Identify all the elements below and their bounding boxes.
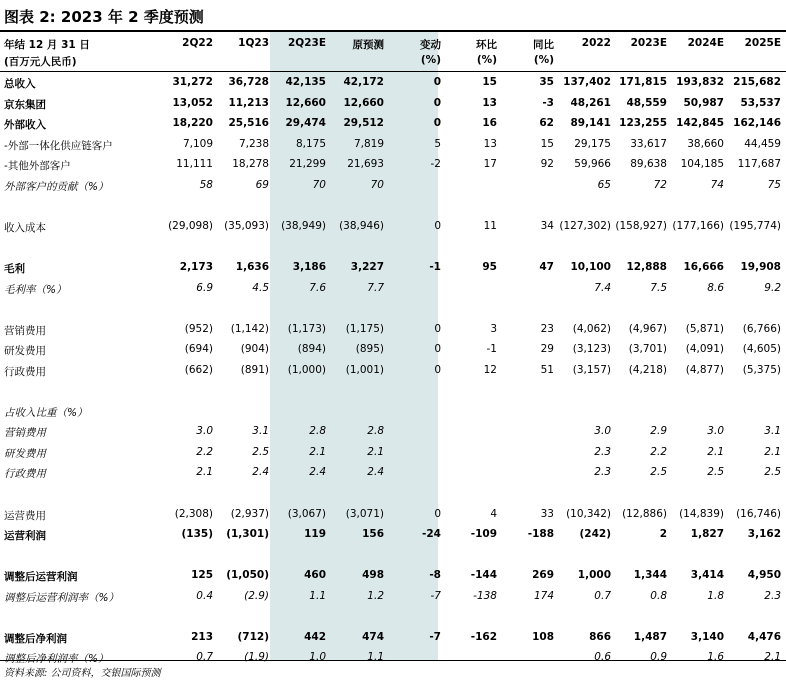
row-cell-9: 193,832	[676, 76, 724, 88]
row-cell-10: 4,950	[747, 569, 781, 582]
row-cell-7: (10,342)	[566, 507, 611, 520]
row-cell-1: 11,213	[228, 96, 269, 109]
row-cell-10: (4,605)	[742, 343, 781, 356]
row-cell-8: 12,888	[626, 260, 667, 273]
row-cell-9: 16,666	[683, 260, 724, 273]
row-cell-1: 7,238	[238, 137, 269, 150]
row-cell-0: 0.4	[196, 589, 213, 602]
row-cell-7: 3.0	[594, 425, 611, 438]
table-row	[0, 117, 786, 137]
row-cell-2: 8,175	[295, 137, 326, 150]
table-row	[0, 487, 786, 507]
row-cell-2: 12,660	[285, 96, 326, 109]
row-label: 调整后运营利润	[4, 571, 78, 584]
row-cell-10: 2.1	[764, 651, 781, 664]
table-row	[0, 466, 786, 486]
row-cell-6: 15	[540, 137, 554, 150]
row-cell-3: 29,512	[343, 117, 384, 130]
row-cell-9: (14,839)	[679, 507, 724, 520]
row-cell-4: 0	[434, 322, 441, 335]
row-cell-0: 7,109	[182, 137, 213, 150]
row-cell-8: 2	[659, 528, 667, 541]
row-cell-7: 65	[597, 178, 611, 191]
row-label: 调整后运营利润率（%）	[4, 591, 119, 604]
row-label: 行政费用	[4, 468, 46, 481]
row-cell-9: 1,827	[690, 528, 724, 541]
header-unit-5: (%)	[476, 54, 497, 66]
row-cell-10: 44,459	[744, 137, 781, 150]
row-label: 总收入	[4, 78, 36, 90]
row-cell-1: (1,142)	[230, 322, 269, 335]
row-cell-4: 0	[434, 343, 441, 356]
row-cell-8: (3,701)	[628, 343, 667, 356]
row-cell-9: 1.6	[707, 651, 724, 664]
row-cell-0: 2,173	[179, 260, 213, 273]
table-row	[0, 97, 786, 117]
row-label: 研发费用	[4, 447, 46, 460]
row-cell-10: 3.1	[764, 425, 781, 438]
table-row	[0, 508, 786, 528]
row-cell-9: 3,414	[690, 569, 724, 582]
table-row	[0, 158, 786, 178]
row-cell-10: (6,766)	[742, 322, 781, 335]
row-label: 行政费用	[4, 365, 46, 378]
row-cell-7: 2.3	[594, 445, 611, 458]
row-cell-3: (38,946)	[339, 219, 384, 232]
row-cell-1: (904)	[240, 343, 269, 356]
row-cell-1: 25,516	[228, 117, 269, 130]
header-col-5: 环比	[476, 39, 497, 51]
row-cell-10: (16,746)	[736, 507, 781, 520]
row-cell-6: 23	[540, 322, 554, 335]
row-cell-9: 2.5	[707, 466, 724, 479]
row-cell-6: -3	[542, 96, 554, 109]
row-cell-3: 12,660	[343, 96, 384, 109]
row-label: 毛利率（%）	[4, 283, 67, 296]
row-cell-2: 7.6	[309, 281, 326, 294]
row-cell-8: 48,559	[626, 96, 667, 109]
row-cell-6: -188	[527, 528, 554, 541]
row-cell-8: 2.5	[650, 466, 667, 479]
table-row	[0, 364, 786, 384]
row-cell-1: 36,728	[228, 76, 269, 88]
row-cell-1: 4.5	[252, 281, 269, 294]
row-cell-3: (1,175)	[345, 322, 384, 335]
row-label: -其他外部客户	[4, 160, 71, 173]
row-cell-2: (38,949)	[281, 219, 326, 232]
row-cell-1: (1.9)	[244, 651, 269, 664]
row-cell-3: 3,227	[350, 260, 384, 273]
row-cell-4: 0	[434, 363, 441, 376]
header-unit-4: (%)	[420, 54, 441, 66]
row-cell-3: 70	[370, 178, 384, 191]
row-cell-9: 3,140	[690, 630, 724, 643]
row-cell-9: 50,987	[683, 96, 724, 109]
row-cell-0: 31,272	[172, 76, 213, 88]
row-cell-10: 75	[767, 178, 781, 191]
row-cell-0: 2.1	[196, 466, 213, 479]
row-cell-9: (177,166)	[672, 219, 724, 232]
row-cell-8: (4,218)	[628, 363, 667, 376]
table-row	[0, 590, 786, 610]
row-cell-0: 3.0	[196, 425, 213, 438]
row-cell-1: (1,301)	[226, 528, 269, 541]
header-label-line2: (百万元人民币)	[4, 56, 77, 68]
table-row	[0, 446, 786, 466]
table-row	[0, 425, 786, 445]
row-cell-2: 3,186	[292, 260, 326, 273]
row-cell-2: 1.1	[309, 589, 326, 602]
header-col-7: 2022	[581, 37, 611, 49]
row-cell-4: 0	[433, 117, 441, 130]
table-row	[0, 323, 786, 343]
row-cell-2: 119	[304, 528, 326, 541]
row-cell-4: 0	[434, 507, 441, 520]
row-cell-7: 1,000	[577, 569, 611, 582]
row-cell-5: 3	[490, 322, 497, 335]
row-cell-8: (12,886)	[622, 507, 667, 520]
row-cell-3: 7,819	[353, 137, 384, 150]
row-cell-5: -144	[470, 569, 497, 582]
row-cell-1: (1,050)	[226, 569, 269, 582]
table-row	[0, 282, 786, 302]
row-cell-3: 474	[362, 630, 384, 643]
row-cell-5: 4	[490, 507, 497, 520]
table-title: 图表 2: 2023 年 2 季度预测	[4, 8, 204, 26]
row-cell-6: 62	[539, 117, 554, 130]
row-cell-4: 0	[433, 96, 441, 109]
row-label: 收入成本	[4, 221, 46, 234]
row-label: 占收入比重（%）	[4, 406, 88, 419]
row-cell-10: 4,476	[747, 630, 781, 643]
row-cell-7: 7.4	[594, 281, 611, 294]
row-cell-1: (2.9)	[244, 589, 269, 602]
row-cell-2: 2.1	[309, 445, 326, 458]
row-label: 毛利	[4, 262, 25, 275]
row-cell-0: 13,052	[172, 96, 213, 109]
row-cell-10: 53,537	[740, 96, 781, 109]
row-cell-2: (894)	[297, 343, 326, 356]
header-col-6: 同比	[533, 39, 554, 51]
row-label: 营销费用	[4, 427, 46, 440]
row-cell-2: 2.8	[309, 425, 326, 438]
row-cell-9: 3.0	[707, 425, 724, 438]
row-cell-0: (694)	[184, 343, 213, 356]
table-row	[0, 220, 786, 240]
header-col-8: 2023E	[630, 37, 667, 49]
table-row	[0, 610, 786, 630]
row-cell-4: -7	[429, 630, 441, 643]
row-cell-0: (2,308)	[174, 507, 213, 520]
row-cell-3: 2.1	[367, 445, 384, 458]
row-cell-4: -8	[429, 569, 441, 582]
row-cell-0: (29,098)	[168, 219, 213, 232]
row-cell-5: 13	[483, 137, 497, 150]
row-cell-7: (3,157)	[572, 363, 611, 376]
row-cell-4: -24	[422, 528, 441, 541]
row-cell-10: 9.2	[764, 281, 781, 294]
row-cell-3: 21,693	[347, 158, 384, 171]
table-row	[0, 302, 786, 322]
row-cell-2: 1.0	[309, 651, 326, 664]
row-cell-10: 215,682	[733, 76, 781, 88]
row-cell-9: (5,871)	[685, 322, 724, 335]
row-label: -外部一体化供应链客户	[4, 139, 113, 152]
row-cell-10: 2.1	[764, 445, 781, 458]
row-cell-0: 125	[191, 569, 213, 582]
row-cell-8: (158,927)	[615, 219, 667, 232]
row-cell-2: 29,474	[285, 117, 326, 130]
row-cell-0: 11,111	[176, 158, 213, 171]
table-row	[0, 179, 786, 199]
row-cell-0: (662)	[184, 363, 213, 376]
row-cell-5: -1	[486, 343, 497, 356]
row-cell-7: (3,123)	[572, 343, 611, 356]
row-cell-1: (891)	[240, 363, 269, 376]
row-cell-10: 3,162	[747, 528, 781, 541]
row-label: 外部客户的贡献（%）	[4, 180, 109, 193]
row-cell-3: 498	[362, 569, 384, 582]
table-row	[0, 343, 786, 363]
row-cell-8: 7.5	[650, 281, 667, 294]
row-cell-9: 74	[710, 178, 724, 191]
table-row	[0, 240, 786, 260]
row-cell-8: 0.9	[650, 651, 667, 664]
row-label: 外部收入	[4, 119, 46, 132]
row-cell-0: 2.2	[196, 445, 213, 458]
row-cell-7: (242)	[579, 528, 611, 541]
row-cell-0: 6.9	[196, 281, 213, 294]
table-row	[0, 569, 786, 589]
row-cell-4: -7	[430, 589, 441, 602]
header-rule	[0, 71, 786, 72]
row-cell-1: 3.1	[252, 425, 269, 438]
row-cell-7: 866	[589, 630, 611, 643]
row-cell-7: 89,141	[570, 117, 611, 130]
source-note: 资料来源: 公司资料，交银国际预测	[4, 668, 161, 679]
row-cell-2: 70	[312, 178, 326, 191]
row-cell-7: (127,302)	[559, 219, 611, 232]
row-cell-3: (895)	[355, 343, 384, 356]
row-cell-3: 2.8	[367, 425, 384, 438]
table-row	[0, 405, 786, 425]
row-cell-8: 2.2	[650, 445, 667, 458]
row-cell-5: 12	[483, 363, 497, 376]
row-label: 运营费用	[4, 509, 46, 522]
row-cell-1: (35,093)	[224, 219, 269, 232]
header-label-line1: 年结 12 月 31 日	[4, 39, 90, 51]
row-cell-10: 162,146	[733, 117, 781, 130]
row-cell-7: 2.3	[594, 466, 611, 479]
row-cell-5: -162	[470, 630, 497, 643]
row-cell-5: 15	[482, 76, 497, 88]
row-cell-6: 47	[539, 260, 554, 273]
row-cell-5: -109	[470, 528, 497, 541]
table-row	[0, 631, 786, 651]
row-label: 营销费用	[4, 324, 46, 337]
row-cell-0: (952)	[184, 322, 213, 335]
table-row	[0, 261, 786, 281]
row-cell-2: (1,173)	[287, 322, 326, 335]
row-label: 研发费用	[4, 345, 46, 358]
row-cell-6: 34	[540, 219, 554, 232]
row-cell-7: (4,062)	[572, 322, 611, 335]
header-col-9: 2024E	[687, 37, 724, 49]
row-cell-5: 11	[483, 219, 497, 232]
header-col-3: 原预测	[352, 39, 384, 51]
row-cell-8: (4,967)	[628, 322, 667, 335]
row-label: 调整后净利润率（%）	[4, 653, 109, 666]
row-cell-8: 1,344	[633, 569, 667, 582]
row-cell-9: 2.1	[707, 445, 724, 458]
row-cell-10: 117,687	[737, 158, 781, 171]
row-cell-9: (4,877)	[685, 363, 724, 376]
row-cell-8: 123,255	[619, 117, 667, 130]
row-cell-7: 0.6	[594, 651, 611, 664]
row-cell-4: 0	[433, 76, 441, 88]
row-cell-7: 137,402	[563, 76, 611, 88]
row-cell-0: 18,220	[172, 117, 213, 130]
row-cell-8: 1,487	[633, 630, 667, 643]
row-cell-5: 13	[482, 96, 497, 109]
row-cell-5: -138	[473, 589, 497, 602]
row-label: 京东集团	[4, 98, 46, 111]
row-cell-3: 7.7	[367, 281, 384, 294]
row-cell-1: (2,937)	[230, 507, 269, 520]
table-row	[0, 384, 786, 404]
table-row	[0, 138, 786, 158]
row-cell-6: 174	[533, 589, 554, 602]
row-cell-9: 38,660	[687, 137, 724, 150]
row-cell-3: 156	[362, 528, 384, 541]
row-cell-2: (1,000)	[287, 363, 326, 376]
row-cell-8: 2.9	[650, 425, 667, 438]
row-cell-10: 2.5	[764, 466, 781, 479]
row-cell-6: 92	[540, 158, 554, 171]
row-cell-2: (3,067)	[287, 507, 326, 520]
row-cell-2: 442	[304, 630, 326, 643]
row-cell-1: 2.5	[252, 445, 269, 458]
row-cell-1: (712)	[237, 630, 269, 643]
row-cell-7: 10,100	[570, 260, 611, 273]
row-cell-1: 1,636	[235, 260, 269, 273]
row-cell-5: 17	[483, 158, 497, 171]
row-cell-7: 29,175	[574, 137, 611, 150]
row-cell-7: 59,966	[574, 158, 611, 171]
row-cell-1: 69	[255, 178, 269, 191]
row-cell-4: -2	[430, 158, 441, 171]
row-cell-3: (1,001)	[345, 363, 384, 376]
row-cell-9: 142,845	[676, 117, 724, 130]
row-cell-6: 269	[532, 569, 554, 582]
row-cell-0: (135)	[181, 528, 213, 541]
table-row	[0, 528, 786, 548]
row-cell-3: (3,071)	[345, 507, 384, 520]
header-col-1: 1Q23	[238, 37, 269, 49]
row-cell-3: 42,172	[343, 76, 384, 88]
row-cell-8: 0.8	[650, 589, 667, 602]
row-cell-3: 1.2	[367, 589, 384, 602]
row-cell-1: 2.4	[252, 466, 269, 479]
row-cell-7: 48,261	[570, 96, 611, 109]
row-cell-10: (5,375)	[742, 363, 781, 376]
row-cell-6: 108	[532, 630, 554, 643]
header-col-4: 变动	[420, 39, 441, 51]
row-cell-0: 58	[199, 178, 213, 191]
row-cell-9: 8.6	[707, 281, 724, 294]
row-cell-5: 95	[482, 260, 497, 273]
row-cell-10: (195,774)	[729, 219, 781, 232]
row-cell-4: 0	[434, 219, 441, 232]
row-cell-8: 89,638	[630, 158, 667, 171]
row-cell-0: 0.7	[196, 651, 213, 664]
row-cell-0: 213	[191, 630, 213, 643]
row-cell-10: 2.3	[764, 589, 781, 602]
row-cell-6: 51	[540, 363, 554, 376]
row-cell-6: 35	[539, 76, 554, 88]
row-cell-2: 21,299	[289, 158, 326, 171]
table-row	[0, 549, 786, 569]
row-cell-6: 33	[540, 507, 554, 520]
row-cell-6: 29	[540, 343, 554, 356]
row-cell-9: (4,091)	[685, 343, 724, 356]
row-label: 调整后净利润	[4, 632, 67, 645]
table-row	[0, 199, 786, 219]
row-cell-3: 2.4	[367, 466, 384, 479]
row-cell-7: 0.7	[594, 589, 611, 602]
row-cell-10: 19,908	[740, 260, 781, 273]
row-label: 运营利润	[4, 530, 46, 543]
row-cell-1: 18,278	[232, 158, 269, 171]
row-cell-5: 16	[482, 117, 497, 130]
row-cell-8: 171,815	[619, 76, 667, 88]
header-col-0: 2Q22	[182, 37, 213, 49]
row-cell-8: 72	[653, 178, 667, 191]
row-cell-2: 460	[304, 569, 326, 582]
row-cell-4: -1	[429, 260, 441, 273]
header-unit-6: (%)	[533, 54, 554, 66]
row-cell-2: 2.4	[309, 466, 326, 479]
table-row	[0, 76, 786, 96]
row-cell-2: 42,135	[285, 76, 326, 88]
row-cell-9: 1.8	[707, 589, 724, 602]
row-cell-3: 1.1	[367, 651, 384, 664]
row-cell-9: 104,185	[680, 158, 724, 171]
row-cell-4: 5	[434, 137, 441, 150]
header-col-2: 2Q23E	[287, 37, 326, 49]
row-cell-8: 33,617	[630, 137, 667, 150]
header-col-10: 2025E	[744, 37, 781, 49]
